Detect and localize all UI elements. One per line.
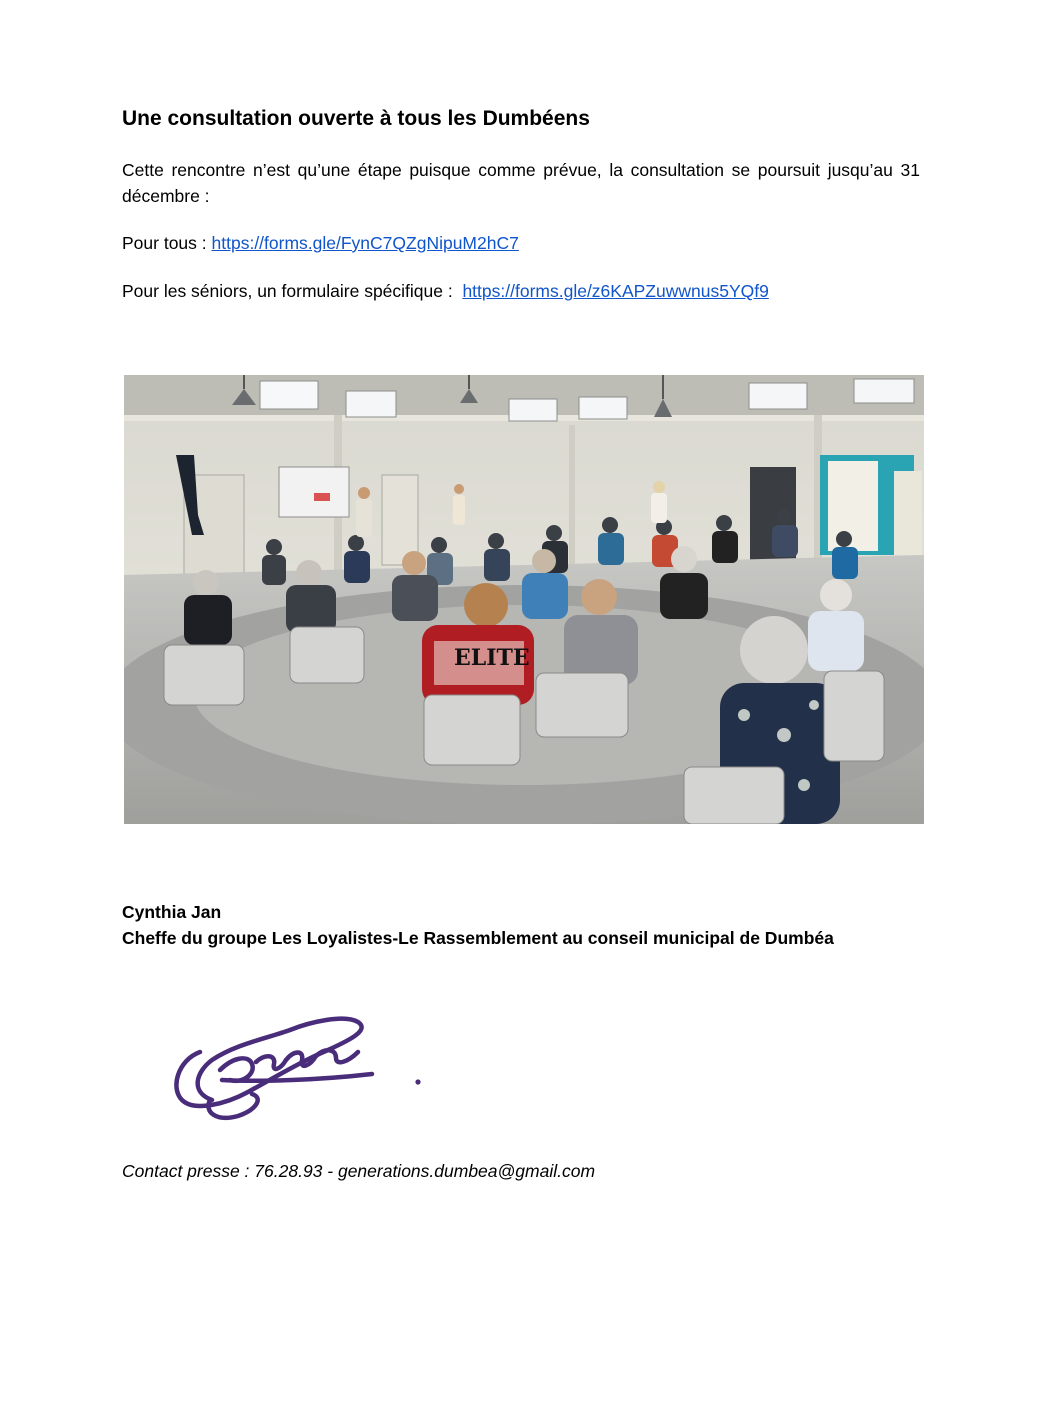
section-heading: Une consultation ouverte à tous les Dumbéens	[122, 107, 590, 130]
link-seniors-url[interactable]: https://forms.gle/z6KAPZuwwnus5YQf9	[462, 281, 769, 301]
link-all-line	[122, 230, 920, 256]
intro-paragraph: Cette rencontre n’est qu’une étape puisque comme prévue, la consultation se poursuit jusqu’au 31 décembre :	[122, 160, 920, 206]
press-contact: Contact presse : 76.28.93 - generations.dumbea@gmail.com	[122, 1161, 596, 1181]
link-seniors-line	[122, 278, 920, 304]
shirt-text: ELITE	[454, 645, 530, 671]
author-name: Cynthia Jan	[122, 902, 222, 922]
handwritten-signature	[160, 1000, 460, 1135]
author-role: Cheffe du groupe Les Loyalistes-Le Rassemblement au conseil municipal de Dumbéa	[122, 928, 834, 948]
link-all-url[interactable]: https://forms.gle/FynC7QZgNipuM2hC7	[211, 233, 519, 253]
link-seniors-label: Pour les séniors, un formulaire spécifique :	[122, 281, 453, 301]
meeting-photo	[124, 375, 924, 824]
author-block	[122, 899, 834, 951]
link-all-label: Pour tous :	[122, 233, 207, 253]
